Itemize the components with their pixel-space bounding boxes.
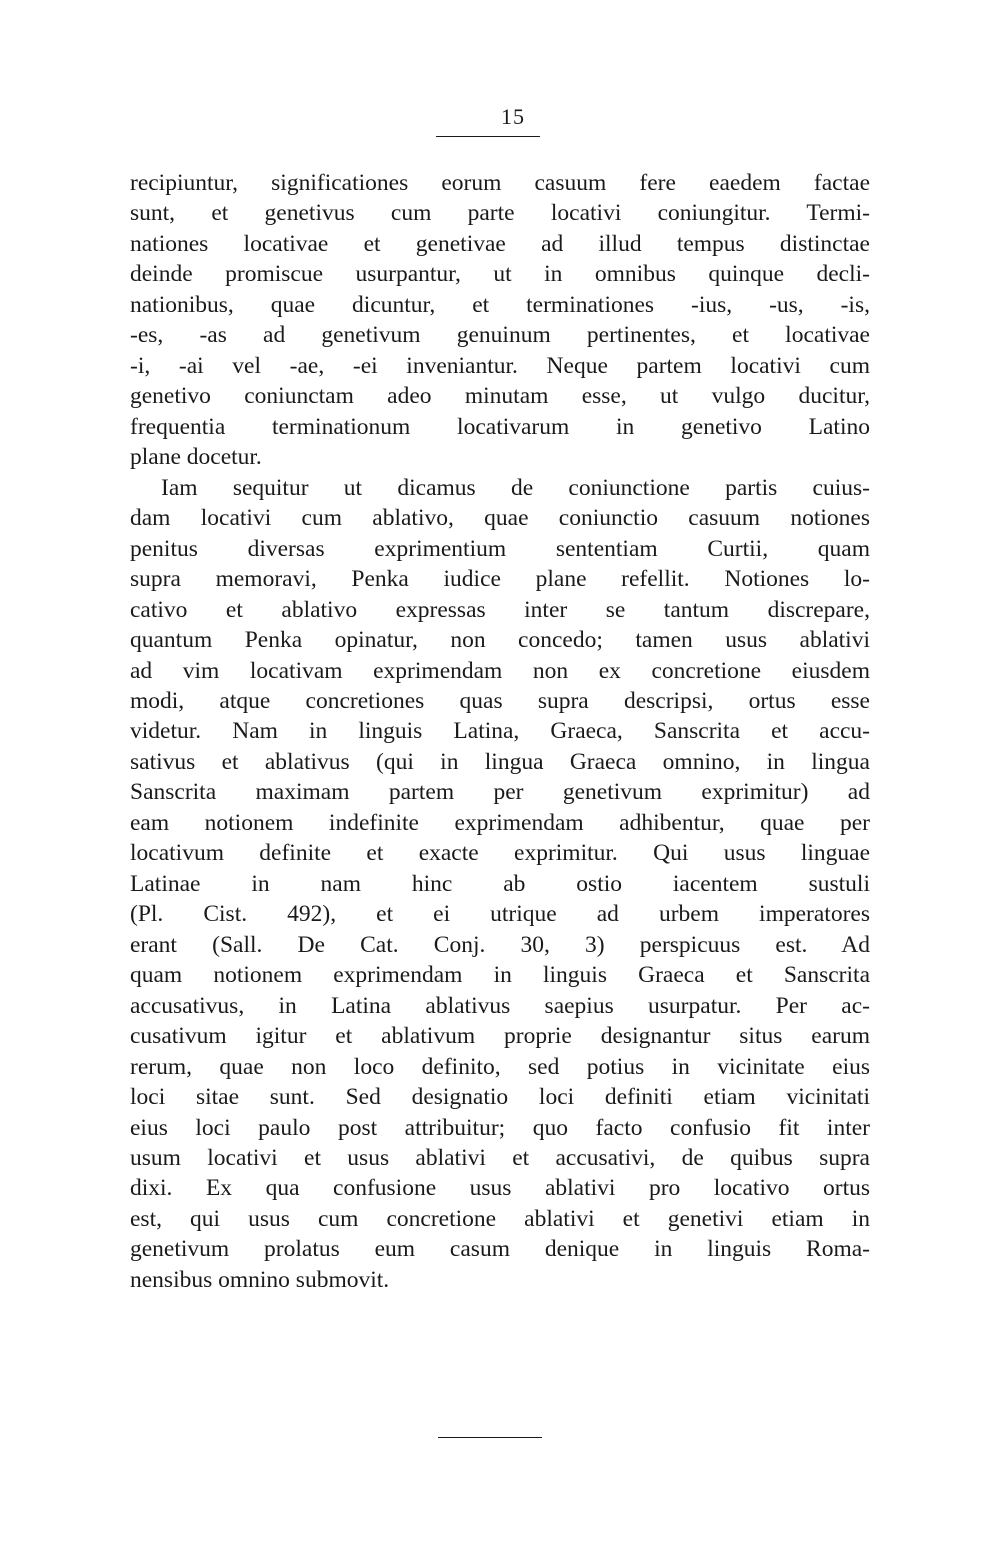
paragraph-end-line: nensibus omnino submovit. bbox=[130, 1266, 390, 1293]
text-line: erant (Sall. De Cat. Conj. 30, 3) perspicuus est. Ad bbox=[130, 931, 870, 958]
text-line: penitus diversas exprimentium sententiam Curtii, quam bbox=[130, 535, 870, 562]
text-line: locativum definite et exacte exprimitur. Qui usus linguae bbox=[130, 840, 870, 867]
text-line: sativus et ablativus (qui in lingua Graeca omnino, in lingua bbox=[130, 748, 870, 775]
bottom-rule bbox=[438, 1437, 542, 1438]
text-line: cativo et ablativo expressas inter se tantum discrepare, bbox=[130, 596, 870, 623]
text-line: usum locativi et usus ablativi et accusativi, de quibus supra bbox=[130, 1145, 870, 1171]
text-line: quam notionem exprimendam in linguis Graeca et Sanscrita bbox=[130, 962, 870, 989]
page-number: 15 bbox=[501, 104, 525, 129]
text-line: quantum Penka opinatur, non concedo; tamen usus ablativi bbox=[130, 627, 870, 654]
text-line: genetivum prolatus eum casum denique in linguis Roma- bbox=[130, 1236, 870, 1263]
text-line: supra memoravi, Penka iudice plane refellit. Notiones lo- bbox=[130, 566, 870, 593]
text-line: genetivo coniunctam adeo minutam esse, ut vulgo ducitur, bbox=[130, 383, 870, 410]
text-line: est, qui usus cum concretione ablativi et genetivi etiam in bbox=[130, 1205, 870, 1232]
text-line: loci sitae sunt. Sed designatio loci definiti etiam vicinitati bbox=[130, 1084, 870, 1111]
text-line: dam locativi cum ablativo, quae coniunctio casuum notiones bbox=[130, 505, 870, 532]
text-line: nationes locativae et genetivae ad illud tempus distinctae bbox=[130, 230, 870, 257]
text-line: Sanscrita maximam partem per genetivum exprimitur) ad bbox=[130, 779, 870, 806]
paragraph-start-line: Iam sequitur ut dicamus de coniunctione partis cuius- bbox=[161, 474, 870, 501]
text-line: frequentia terminationum locativarum in genetivo Latino bbox=[130, 413, 870, 440]
text-line: -i, -ai vel -ae, -ei inveniantur. Neque partem locativi cum bbox=[130, 352, 870, 379]
text-line: cusativum igitur et ablativum proprie designantur situs earum bbox=[130, 1023, 870, 1050]
text-line: eius loci paulo post attribuitur; quo facto confusio fit inter bbox=[130, 1114, 870, 1141]
text-line: rerum, quae non loco definito, sed potius in vicinitate eius bbox=[130, 1053, 870, 1080]
text-line: nationibus, quae dicuntur, et terminationes -ius, -us, -is, bbox=[130, 291, 870, 318]
text-line: deinde promiscue usurpantur, ut in omnibus quinque decli- bbox=[130, 261, 870, 288]
text-line: sunt, et genetivus cum parte locativi coniungitur. Termi- bbox=[130, 200, 870, 227]
text-line: videtur. Nam in linguis Latina, Graeca, Sanscrita et accu- bbox=[130, 718, 870, 745]
text-line: Latinae in nam hinc ab ostio iacentem sustuli bbox=[130, 870, 870, 897]
text-line: dixi. Ex qua confusione usus ablativi pro locativo ortus bbox=[130, 1175, 870, 1202]
text-line: ad vim locativam exprimendam non ex concretione eiusdem bbox=[130, 657, 870, 684]
text-line: modi, atque concretiones quas supra descripsi, ortus esse bbox=[130, 687, 870, 714]
text-line: recipiuntur, significationes eorum casuum fere eaedem factae bbox=[130, 170, 870, 196]
text-line: -es, -as ad genetivum genuinum pertinentes, et locativae bbox=[130, 322, 870, 349]
body-text bbox=[130, 168, 870, 1295]
top-rule bbox=[436, 136, 540, 137]
text-line: (Pl. Cist. 492), et ei utrique ad urbem imperatores bbox=[130, 901, 870, 928]
text-line: eam notionem indefinite exprimendam adhibentur, quae per bbox=[130, 809, 870, 836]
text-line: accusativus, in Latina ablativus saepius usurpatur. Per ac- bbox=[130, 992, 870, 1019]
paragraph-end-line: plane docetur. bbox=[130, 444, 262, 471]
